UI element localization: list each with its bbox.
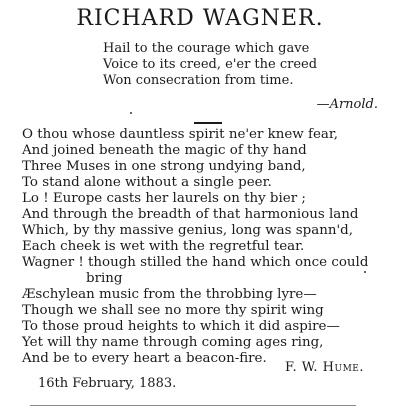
poem-line: Each cheek is wet with the regretful tear. <box>22 239 305 254</box>
epigraph-line: Won consecration from time. <box>103 73 294 88</box>
poem-line: And joined beneath the magic of thy hand <box>22 143 307 158</box>
poem-line: And through the breadth of that harmonious land <box>22 207 359 222</box>
poem-body <box>22 127 397 367</box>
publication-date: 16th February, 1883. <box>38 376 177 391</box>
author-signature: F. W. Hume. <box>285 360 364 375</box>
poem-line: O thou whose dauntless spirit ne'er knew fear, <box>22 127 339 142</box>
bottom-rule <box>30 405 356 406</box>
poem-line: Which, by thy massive genius, long was spann'd, <box>22 223 353 238</box>
poem-line: To those proud heights to which it did aspire— <box>22 319 340 334</box>
epigraph-line: Hail to the courage which gave <box>103 41 310 56</box>
print-speck <box>364 271 366 273</box>
poem-title: RICHARD WAGNER. <box>76 6 324 31</box>
poem-line: To stand alone without a single peer. <box>22 175 272 190</box>
print-speck <box>130 112 132 114</box>
poem-line-continuation: bring <box>86 271 123 286</box>
epigraph-line: Voice to its creed, e'er the creed <box>103 57 318 72</box>
poem-line: Lo ! Europe casts her laurels on thy bier ; <box>22 191 306 206</box>
poem-line: And be to every heart a beacon-fire. <box>22 351 267 366</box>
poem-line: Three Muses in one strong undying band, <box>22 159 306 174</box>
section-divider <box>194 122 222 124</box>
poem-line: Æschylean music from the throbbing lyre— <box>22 287 317 302</box>
poem-line: Yet will thy name through coming ages ring, <box>22 335 324 350</box>
poem-line: Wagner ! though stilled the hand which once could <box>22 255 369 270</box>
epigraph <box>103 41 393 89</box>
poem-line: Though we shall see no more thy spirit wing <box>22 303 324 318</box>
epigraph-attribution: —Arnold. <box>316 97 378 112</box>
